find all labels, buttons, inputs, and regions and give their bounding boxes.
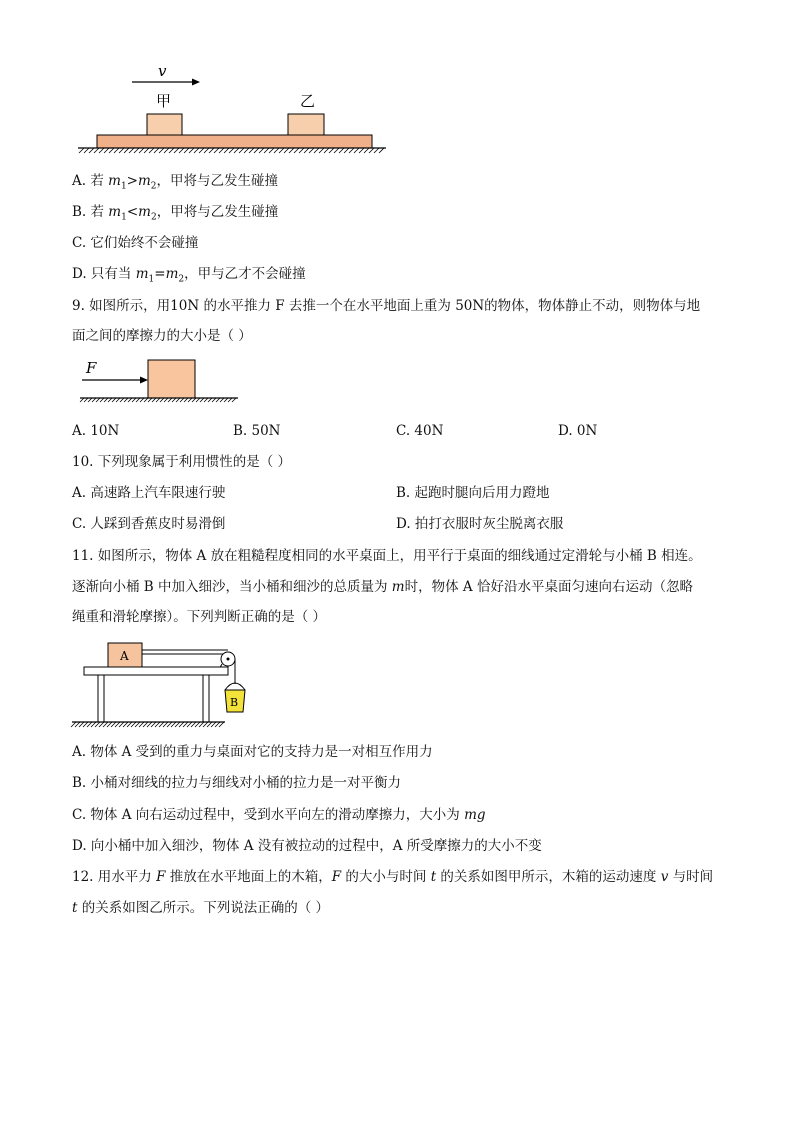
ground-hatch <box>124 148 129 153</box>
two-blocks-figure <box>70 60 390 160</box>
q10-option-a: A. 高速路上汽车限速行驶 <box>72 485 226 501</box>
ground-hatch <box>208 398 212 402</box>
q8-option-d: D. 只有当 $m_1=m_2$，甲与乙才不会碰撞 <box>72 266 306 285</box>
ground-hatch <box>156 398 160 402</box>
q10-option-d: D. 拍打衣服时灰尘脱离衣服 <box>396 516 564 532</box>
q9-option-b: B. 50N <box>233 423 281 439</box>
ground-hatch <box>244 148 249 153</box>
ground-hatch <box>188 398 192 402</box>
ground-hatch <box>339 148 344 153</box>
q9-option-d: D. 0N <box>558 423 598 439</box>
ground-hatch <box>224 398 228 402</box>
ground-hatch <box>374 148 379 153</box>
q9-option-a: A. 10N <box>72 423 120 439</box>
ground-hatch <box>104 148 109 153</box>
ground-hatch <box>140 398 144 402</box>
q11-option-a: A. 物体 A 受到的重力与桌面对它的支持力是一对相互作用力 <box>72 744 433 760</box>
ground-hatch <box>132 398 136 402</box>
ground-hatch <box>104 398 108 402</box>
block-yi <box>288 114 324 135</box>
ground-hatch <box>114 148 119 153</box>
ground-hatch <box>314 148 319 153</box>
q11-stem-line1: 11. 如图所示，物体 A 放在粗糙程度相同的水平桌面上，用平行于桌面的细线通过定滑轮与小桶 B 相连。 <box>72 548 702 564</box>
ground-hatch <box>152 398 156 402</box>
ground-hatch <box>269 148 274 153</box>
ground-hatch <box>92 398 96 402</box>
ground-hatch <box>84 148 89 153</box>
ground-hatch <box>214 148 219 153</box>
ground-hatch <box>160 398 164 402</box>
ground-hatch <box>179 148 184 153</box>
block-yi-label: 乙 <box>300 92 316 110</box>
ground-hatch <box>349 148 354 153</box>
ground-hatch <box>344 148 349 153</box>
ground-hatch <box>274 148 279 153</box>
ground-hatch <box>334 148 339 153</box>
ground-hatch <box>200 398 204 402</box>
ground-hatch <box>184 398 188 402</box>
ground-hatch <box>164 398 168 402</box>
ground-hatch <box>204 148 209 153</box>
q10-stem: 10. 下列现象属于利用惯性的是（ ） <box>72 454 292 470</box>
ground-hatch <box>112 398 116 402</box>
ground-hatch <box>129 148 134 153</box>
ground-hatch <box>232 398 236 402</box>
ground-hatch <box>229 148 234 153</box>
ground-hatch <box>199 148 204 153</box>
ground-hatch <box>84 398 88 402</box>
ground-hatch <box>109 148 114 153</box>
ground-hatch <box>209 148 214 153</box>
ground-hatch <box>124 398 128 402</box>
table-leg-right <box>203 675 209 722</box>
ground-hatch <box>174 148 179 153</box>
ground-hatch <box>80 398 84 402</box>
block-jia-label: 甲 <box>156 92 172 110</box>
table-leg-left <box>98 675 104 722</box>
ground-hatch <box>284 148 289 153</box>
ground-hatch <box>196 398 200 402</box>
ground-hatch <box>99 148 104 153</box>
ground-hatch <box>169 148 174 153</box>
ground-hatch <box>159 148 164 153</box>
ground-hatch <box>128 398 132 402</box>
q11-option-c: C. 物体 A 向右运动过程中，受到水平向左的滑动摩擦力，大小为 mg <box>72 807 486 823</box>
q8-option-c: C. 它们始终不会碰撞 <box>72 235 199 251</box>
ground-hatch <box>219 148 224 153</box>
push-block-figure <box>74 356 244 408</box>
ground-hatch <box>220 398 224 402</box>
ground-hatch <box>204 398 208 402</box>
ground-hatch <box>354 148 359 153</box>
ground-hatch <box>89 148 94 153</box>
ground-hatch <box>144 148 149 153</box>
q12-stem-line1: 12. 用水平力 F 推放在水平地面上的木箱，F 的大小与时间 t 的关系如图甲所示，木箱的运动速度 v 与时间 <box>72 869 714 885</box>
block-a-label: A <box>120 649 129 663</box>
ground-hatch <box>136 398 140 402</box>
ground-hatch <box>228 398 232 402</box>
box <box>148 360 195 398</box>
ground-hatch <box>369 148 374 153</box>
ground-hatch <box>359 148 364 153</box>
ground-hatch <box>149 148 154 153</box>
ground-hatch <box>259 148 264 153</box>
ground-hatch <box>176 398 180 402</box>
ground-hatch <box>119 148 124 153</box>
bucket-b-label: B <box>230 696 239 709</box>
board <box>97 135 372 148</box>
ground-hatch <box>154 148 159 153</box>
ground-hatch <box>184 148 189 153</box>
ground-hatch <box>224 148 229 153</box>
ground-hatch <box>96 398 100 402</box>
ground-hatch <box>249 148 254 153</box>
q8-option-a: A. 若 $m_1>m_2$，甲将与乙发生碰撞 <box>72 173 279 192</box>
ground-hatch <box>279 148 284 153</box>
ground-hatch <box>309 148 314 153</box>
ground-hatch <box>364 148 369 153</box>
q11-stem-line2: 逐渐向小桶 B 中加入细沙，当小桶和细沙的总质量为 m时，物体 A 恰好沿水平桌面匀速向右运动（忽略 <box>72 579 693 595</box>
ground-hatch <box>379 148 384 153</box>
ground-hatch <box>88 398 92 402</box>
ground-hatch <box>304 148 309 153</box>
ground-hatch <box>120 398 124 402</box>
ground-hatch <box>134 148 139 153</box>
ground-hatch <box>294 148 299 153</box>
q10-option-b: B. 起跑时腿向后用力蹬地 <box>396 485 550 501</box>
ground-hatch <box>144 398 148 402</box>
q9-stem-line2: 面之间的摩擦力的大小是（ ） <box>72 328 252 344</box>
table-pulley-figure <box>70 638 260 734</box>
q9-stem-line1: 9. 如图所示，用10N 的水平推力 F 去推一个在水平地面上重为 50N的物体，物体静止不动，则物体与地 <box>72 298 701 314</box>
ground-hatch <box>108 398 112 402</box>
ground-hatch <box>94 148 99 153</box>
ground-hatch <box>212 398 216 402</box>
q12-stem-line2: t 的关系如图乙所示。下列说法正确的（ ） <box>72 900 330 916</box>
velocity-label: v <box>158 62 167 80</box>
ground-hatch <box>319 148 324 153</box>
ground-hatch <box>254 148 259 153</box>
ground-hatch <box>168 398 172 402</box>
ground-hatch <box>239 148 244 153</box>
ground-hatch <box>189 148 194 153</box>
ground-hatch <box>100 398 104 402</box>
q10-option-c: C. 人踩到香蕉皮时易滑倒 <box>72 516 226 532</box>
q11-option-b: B. 小桶对细线的拉力与细线对小桶的拉力是一对平衡力 <box>72 775 402 791</box>
ground-hatch <box>148 398 152 402</box>
ground-hatch <box>216 398 220 402</box>
ground-hatch <box>324 148 329 153</box>
ground-hatch <box>116 398 120 402</box>
ground-hatch <box>180 398 184 402</box>
q11-option-d: D. 向小桶中加入细沙，物体 A 没有被拉动的过程中，A 所受摩擦力的大小不变 <box>72 838 542 854</box>
ground-hatch <box>139 148 144 153</box>
ground-hatch <box>192 398 196 402</box>
ground-hatch <box>234 148 239 153</box>
q8-option-b: B. 若 $m_1<m_2$，甲将与乙发生碰撞 <box>72 204 279 223</box>
ground-hatch <box>329 148 334 153</box>
ground-hatch <box>299 148 304 153</box>
tabletop <box>84 667 228 675</box>
ground-hatch <box>194 148 199 153</box>
ground-hatch <box>264 148 269 153</box>
q9-option-c: C. 40N <box>396 423 444 439</box>
ground-hatch <box>289 148 294 153</box>
ground-hatch <box>79 148 84 153</box>
force-label: F <box>86 359 97 377</box>
ground-hatch <box>164 148 169 153</box>
ground-hatch <box>172 398 176 402</box>
block-jia <box>147 114 182 135</box>
q11-stem-line3: 绳重和滑轮摩擦）。下列判断正确的是（ ） <box>72 609 327 625</box>
